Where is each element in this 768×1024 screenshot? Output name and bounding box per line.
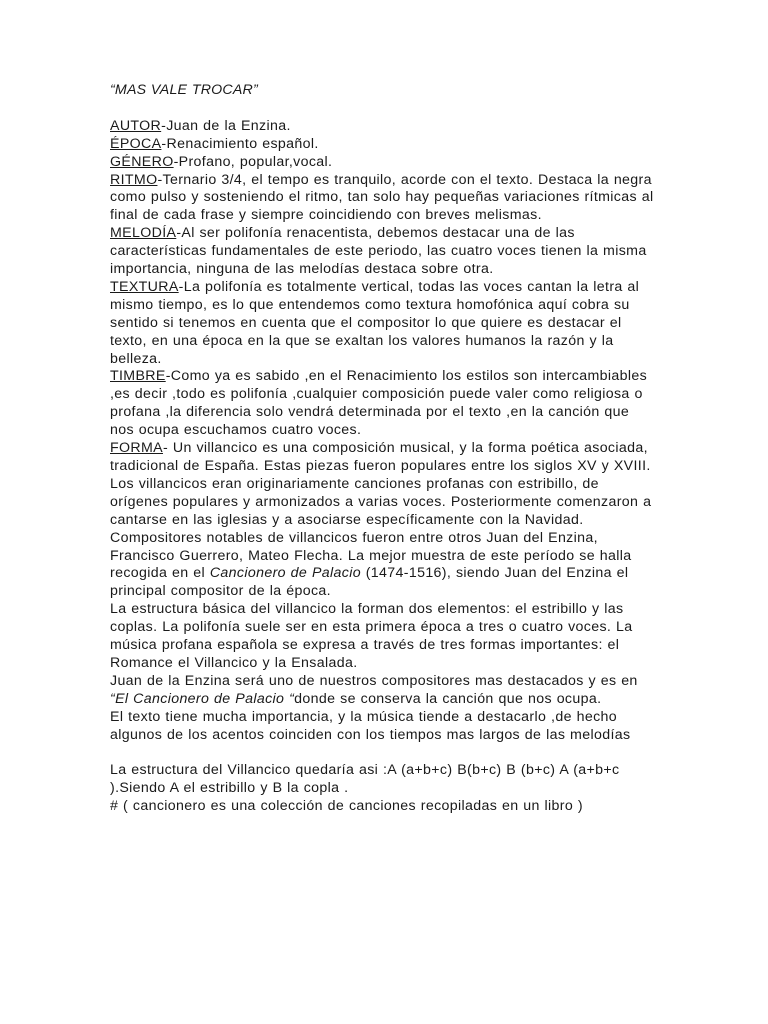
epoca-text: -Renacimiento español. [161, 135, 319, 152]
document-title: “MAS VALE TROCAR” [110, 82, 258, 98]
esquema-paragraph: La estructura del Villancico quedaría asi :A (a+b+c) B(b+c) B (b+c) A (a+b+c ).Siendo A el estribillo y B la copla . [110, 762, 620, 797]
epoca-line [110, 136, 655, 154]
autor-line [110, 118, 655, 136]
genero-text: -Profano, popular,vocal. [173, 153, 333, 170]
estructura-paragraph: La estructura básica del villancico la forman dos elementos: el estribillo y las coplas. La polifonía suele ser en esta primera época a tres o cuatro voces. La música profana española se expresa a través de tres formas importantes: el Romance el Villancico y la Ensalada. [110, 601, 633, 671]
textura-text: -La polifonía es totalmente vertical, todas las voces cantan la letra al mismo tiempo, es lo que entendemos como textura homofónica aquí cobra su sentido si tenemos en cuenta que el compositor lo que quiere es destacar el texto, en una época en la que se exaltan los valores humanos la razón y la belleza. [110, 278, 640, 367]
forma-paragraph [110, 440, 655, 601]
paragraph-spacer [110, 745, 655, 763]
texto-paragraph: El texto tiene mucha importancia, y la música tiende a destacarlo ,de hecho algunos de los acentos coinciden con los tiempos mas largos de las melodías [110, 708, 631, 743]
autor-text: -Juan de la Enzina. [161, 117, 291, 134]
melodia-text: -Al ser polifonía renacentista, debemos destacar una de las características fundamentales de este periodo, las cuatro voces tienen la misma importancia, ninguna de las melodías destaca sobre otra. [110, 225, 647, 278]
enzina-paragraph [110, 673, 655, 709]
enzina-text-b: donde se conserva la canción que nos ocupa. [294, 690, 602, 707]
document-body [110, 82, 655, 816]
ritmo-text: -Ternario 3/4, el tempo es tranquilo, acorde con el texto. Destaca la negra como pulso y sosteniendo el ritmo, tan solo hay pequeñas variaciones rítmicas al final de cada frase y siempre coincidiendo con breves melismas. [110, 171, 654, 224]
enzina-book-title: “El Cancionero de Palacio “ [110, 690, 295, 707]
timbre-text: -Como ya es sabido ,en el Renacimiento los estilos son intercambiables ,es decir ,todo es polifonía ,cualquier composición puede valer como religiosa o profana ,la diferencia solo vendrá determinada por el texto ,en la canción que nos ocupa escuchamos cuatro voces. [110, 368, 648, 439]
timbre-label: TIMBRE [110, 368, 166, 385]
forma-text-b: (1474-1516), siendo Juan del Enzina el principal compositor de la época. [110, 565, 629, 600]
nota-paragraph: # ( cancionero es una colección de canciones recopiladas en un libro ) [110, 798, 583, 815]
melodia-paragraph [110, 225, 655, 279]
forma-label: FORMA [110, 440, 163, 457]
textura-label: TEXTURA [110, 278, 179, 295]
forma-text-a: - Un villancico es una composición musical, y la forma poética asociada, tradicional de España. Estas piezas fueron populares entre los siglos XV y XVIII. Los villancicos eran originariamente canciones profanas con estribillo, de orígenes populares y armonizados a varias voces. Posteriormente comenzaron a cantarse en las iglesias y a asociarse específicamente con la Navidad. Compositores notables de villancicos fueron entre otros Juan del Enzina, Francisco Guerrero, Mateo Flecha. La mejor muestra de este período se halla recogida en el [110, 440, 652, 582]
epoca-label: ÉPOCA [110, 135, 162, 152]
timbre-paragraph [110, 368, 655, 440]
genero-label: GÉNERO [110, 153, 174, 170]
enzina-text-a: Juan de la Enzina será uno de nuestros compositores mas destacados y es en [110, 672, 638, 689]
melodia-label: MELODÍA [110, 225, 177, 242]
ritmo-label: RITMO [110, 171, 158, 188]
textura-paragraph [110, 279, 655, 369]
genero-line [110, 154, 655, 172]
autor-label: AUTOR [110, 117, 162, 134]
forma-book-title: Cancionero de Palacio [209, 565, 361, 582]
ritmo-paragraph [110, 172, 655, 226]
